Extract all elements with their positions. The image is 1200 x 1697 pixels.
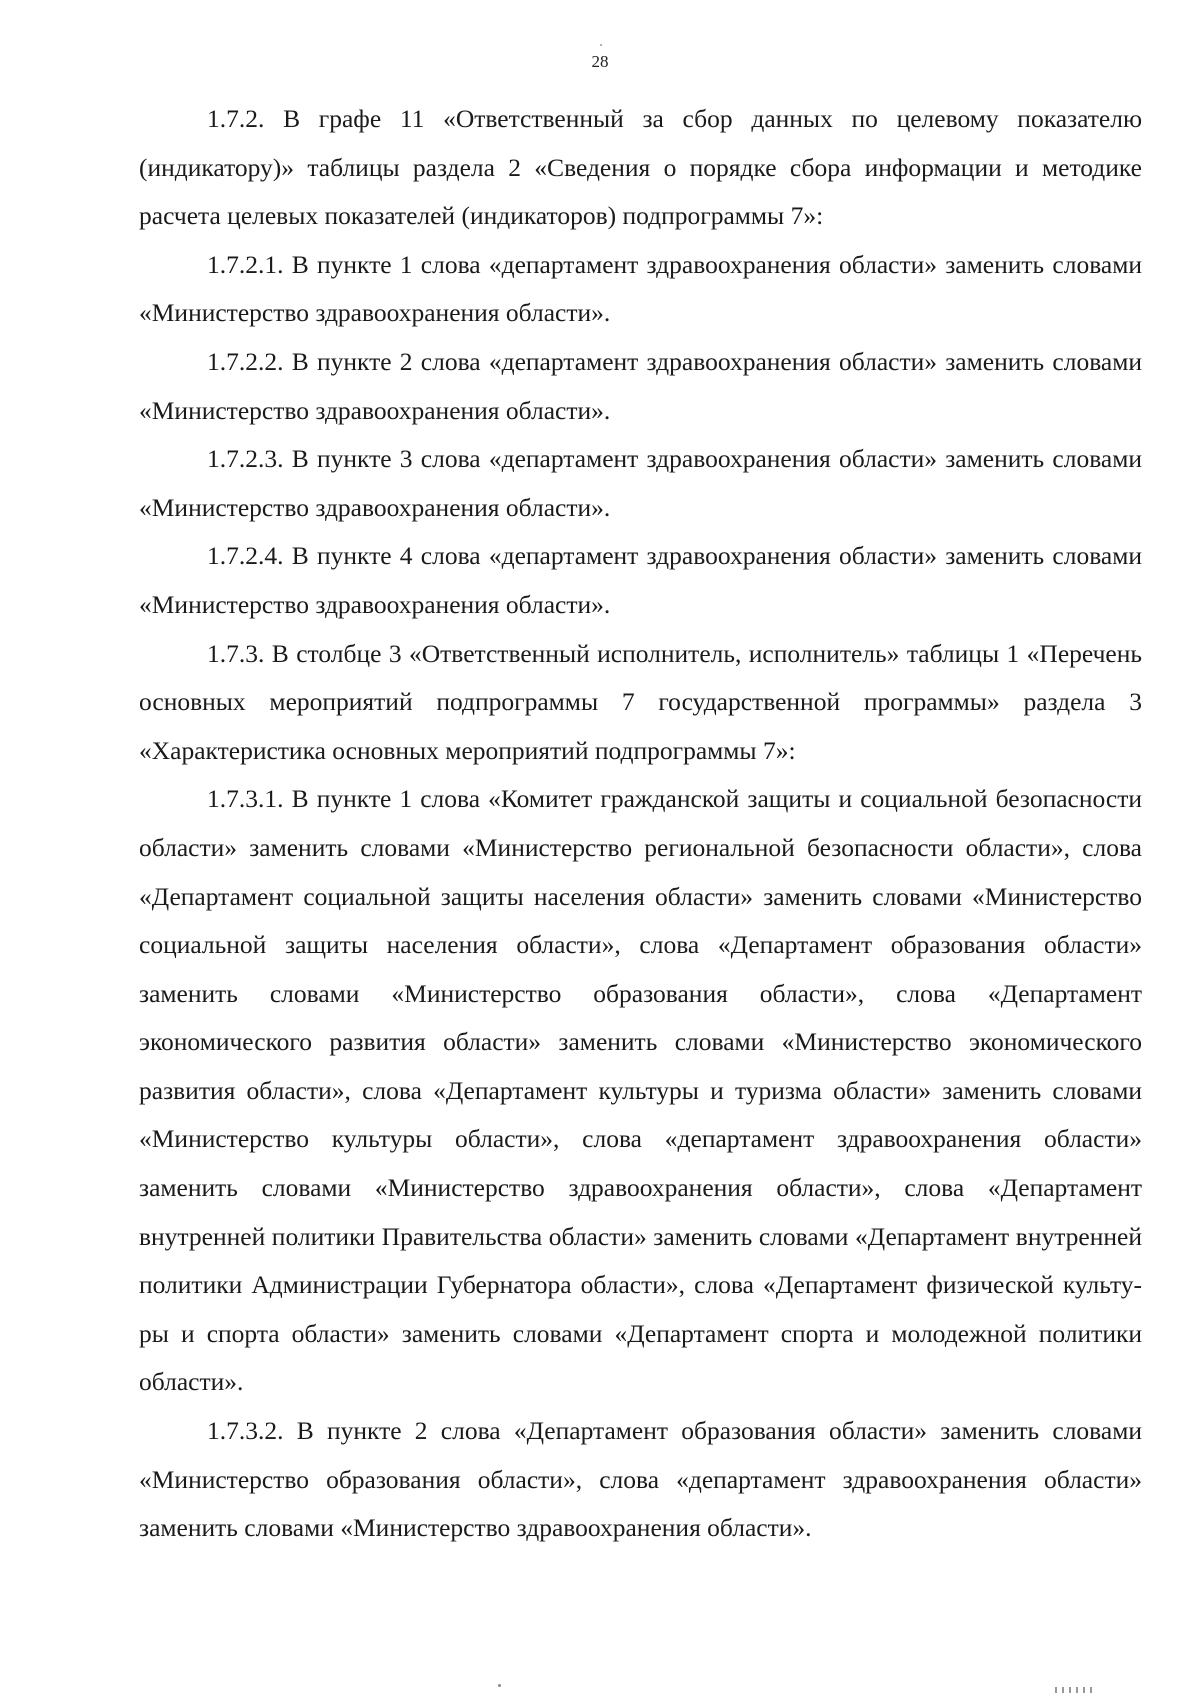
paragraph-1-7-2-4: 1.7.2.4. В пункте 4 слова «департамент здравоохранения области» заменить словами «Министерство здравоохранения области». bbox=[139, 541, 1142, 619]
paragraph-1-7-2: 1.7.2. В графе 11 «Ответственный за сбор данных по целевому показателю (индикатору)» таблицы раздела 2 «Сведения о порядке сбора информации и методике расчета целевых показателей (индикаторов) подпрограммы 7»: bbox=[139, 104, 1142, 231]
page-number: 28 bbox=[591, 52, 609, 71]
paragraph-1-7-2-1: 1.7.2.1. В пункте 1 слова «департамент здравоохранения области» заменить словами «Министерство здравоохранения области». bbox=[139, 249, 1142, 328]
scan-mark bbox=[1055, 1687, 1095, 1693]
scan-speck bbox=[600, 44, 602, 46]
paragraph-1-7-3: 1.7.3. В столбце 3 «Ответственный исполнитель, исполнитель» таблицы 1 «Перечень основных мероприятий подпрограммы 7 государственной программы» раздела 3 «Характеристика основных мероприятий подпрограммы 7»: bbox=[139, 638, 1142, 765]
paragraph-1-7-3-1: 1.7.3.1. В пункте 1 слова «Комитет гражданской защиты и социальной безопасности области» заменить словами «Министерство региональной безопасности области», слова «Департамент социальной защиты населения области» заменить словами «Министерство социальной защиты населения области», слова «Департамент образования области» заменить словами «Министерство образования области», слова «Департамент экономического развития области» заменить словами «Министерство экономического развития области», слова «Департамент культуры и туризма области» заменить словами «Министерство культуры области», слова «департамент здравоохранения области» заменить словами «Министерство здравоохранения области», слова «Департамент внутренней политики Правительства области» заменить словами «Департамент внутренней политики Администрации Губернатора области», слова «Департамент физической культуры и спорта области» заменить словами «Департамент спорта и молодежной политики области». bbox=[139, 784, 1142, 1397]
document-body bbox=[139, 95, 1142, 1553]
paragraph-1-7-2-3: 1.7.2.3. В пункте 3 слова «департамент здравоохранения области» заменить словами «Министерство здравоохранения области». bbox=[139, 444, 1142, 522]
scan-dot bbox=[498, 1684, 501, 1687]
paragraph-1-7-2-2: 1.7.2.2. В пункте 2 слова «департамент здравоохранения области» заменить словами «Министерство здравоохранения области». bbox=[139, 346, 1142, 425]
paragraph-1-7-3-2: 1.7.3.2. В пункте 2 слова «Департамент образования области» заменить словами «Министерство образования области», слова «департамент здравоохранения области» заменить словами «Министерство здравоохранения области». bbox=[139, 1416, 1142, 1543]
